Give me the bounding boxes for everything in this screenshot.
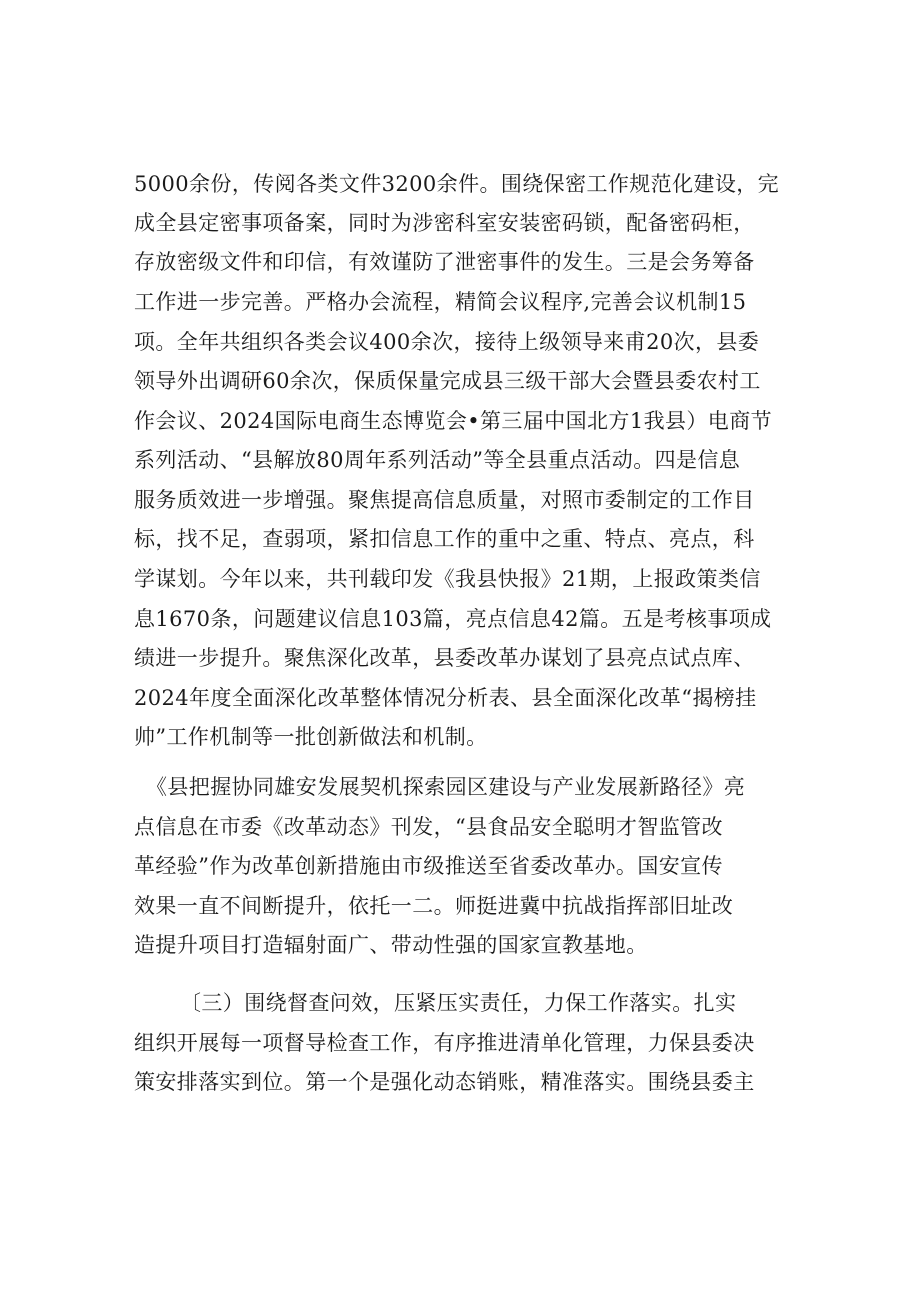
paragraph-1-line: 5000余份，传阅各类文件3200余件。围绕保密工作规范化建设，完 — [134, 172, 780, 196]
paragraph-2-line: 造提升项目打造辐射面广、带动性强的国家宣教基地。 — [134, 933, 648, 957]
paragraph-2-line: 效果一直不间断提升，依托一二。师挺进冀中抗战指挥部旧址改 — [134, 894, 734, 918]
paragraph-1-line: 项。全年共组织各类会议400余次，接待上级领导来甫20次，县委 — [134, 330, 760, 354]
paragraph-1-line: 标，找不足，查弱项，紧扣信息工作的重中之重、特点、亮点，科 — [134, 527, 755, 551]
paragraph-3-line: 〔三）围绕督查问效，压紧压实责任，力保工作落实。扎实 — [180, 991, 737, 1015]
paragraph-1-line: 绩进一步提升。聚焦深化改革，县委改革办谋划了县亮点试点库、 — [134, 646, 755, 670]
paragraph-2-line: 革经验”作为改革创新措施由市级推送至省委改革办。国安宣传 — [134, 854, 723, 878]
paragraph-1-line: 领导外出调研60余次，保质保量完成县三级干部大会暨县委农村工 — [134, 369, 761, 393]
paragraph-1-line: 帅”工作机制等一批创新做法和机制。 — [134, 725, 488, 749]
paragraph-3-line: 组织开展每一项督导检查工作，有序推进清单化管理，力保县委决 — [134, 1031, 755, 1055]
paragraph-1-line: 存放密级文件和印信，有效谨防了泄密事件的发生。三是会务筹备 — [134, 250, 755, 274]
paragraph-1-line: 2024年度全面深化改革整体情况分析表、县全面深化改革“揭榜挂 — [134, 686, 757, 710]
paragraph-1-line: 服务质效进一步增强。聚焦提高信息质量，对照市委制定的工作目 — [134, 488, 755, 512]
paragraph-1-line: 工作进一步完善。严格办会流程，精简会议程序,完善会议机制15 — [134, 290, 747, 314]
paragraph-1-line: 学谋划。今年以来，共刊载印发《我县快报》21期，上报政策类信 — [134, 567, 761, 591]
paragraph-1-line: 系列活动、“县解放80周年系列活动”等全县重点活动。四是信息 — [134, 448, 741, 472]
paragraph-3-line: 策安排落实到位。第一个是强化动态销账，精准落实。围绕县委主 — [134, 1070, 755, 1094]
paragraph-2-line: 点信息在市委《改革动态》刊发，“县食品安全聪明才智监管改 — [134, 815, 723, 839]
paragraph-1-line: 成全县定密事项备案，同时为涉密科室安装密码锁，配备密码柜， — [134, 211, 755, 235]
paragraph-2-line: 《县把握协同雄安发展契机探索园区建设与产业发展新路径》亮 — [146, 775, 746, 799]
paragraph-1-line: 作会议、2024国际电商生态博览会•第三届中国北方1我县）电商节 — [134, 409, 772, 433]
paragraph-1-line: 息1670条，问题建议信息103篇，亮点信息42篇。五是考核事项成 — [134, 607, 772, 631]
